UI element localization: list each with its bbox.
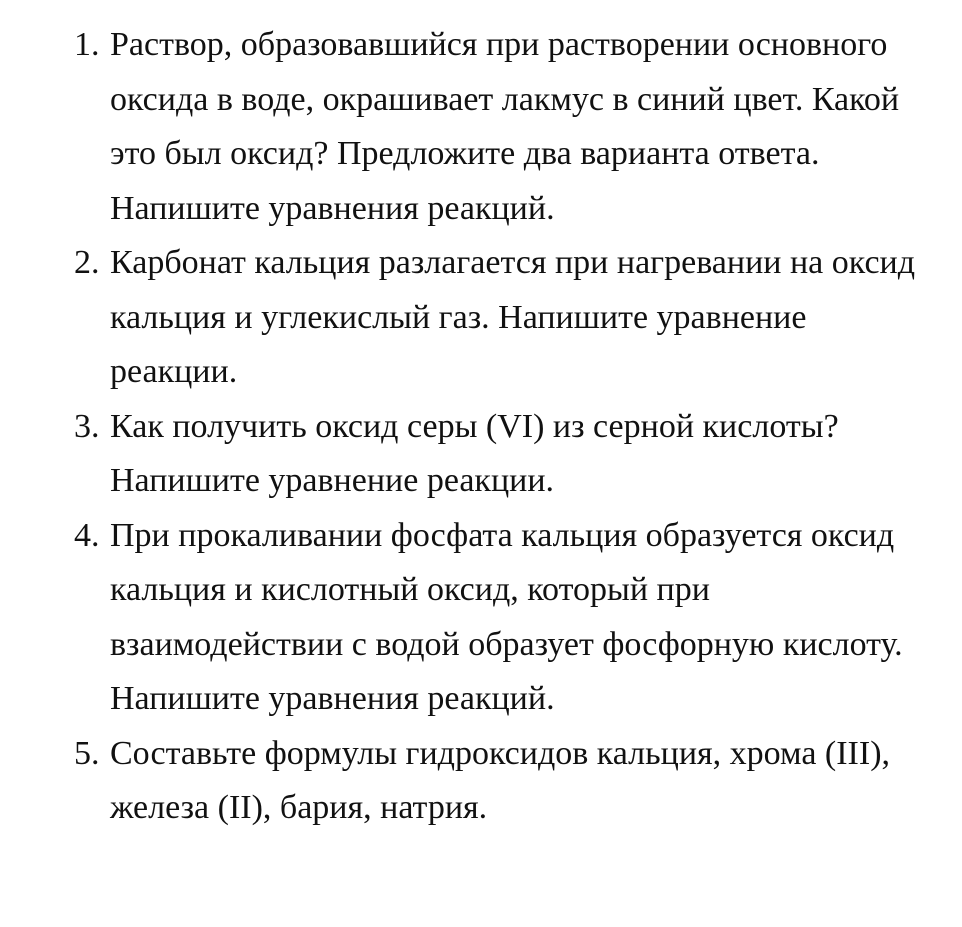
task-text: При прокаливании фосфата кальция образуется оксид кальция и кислотный оксид, который при взаимодействии с водой образует фосфорную кислоту. Напишите уравнения реакций. [110,516,903,717]
task-number: 3. [74,407,100,445]
task-item-5 [0,727,962,836]
task-number: 5. [74,734,100,772]
task-text: Как получить оксид серы (VI) из серной кислоты? Напишите уравнение реакции. [110,407,839,499]
task-text: Составьте формулы гидроксидов кальция, хрома (III), железа (II), бария, натрия. [110,734,891,826]
task-number: 1. [74,26,100,63]
task-number: 2. [74,244,100,281]
task-number: 4. [74,516,100,554]
task-item-3 [0,400,962,509]
task-text: Карбонат кальция разлагается при нагревании на оксид кальция и углекислый газ. Напишите уравнение реакции. [110,244,916,390]
task-item-2 [0,236,962,400]
task-item-4 [0,509,962,727]
task-text: Раствор, образовавшийся при растворении основного оксида в воде, окрашивает лакмус в синий цвет. Какой это был оксид? Предложите два варианта ответа. Напишите уравнения реакций. [110,26,900,227]
task-item-1 [0,18,962,236]
task-list [0,18,962,836]
